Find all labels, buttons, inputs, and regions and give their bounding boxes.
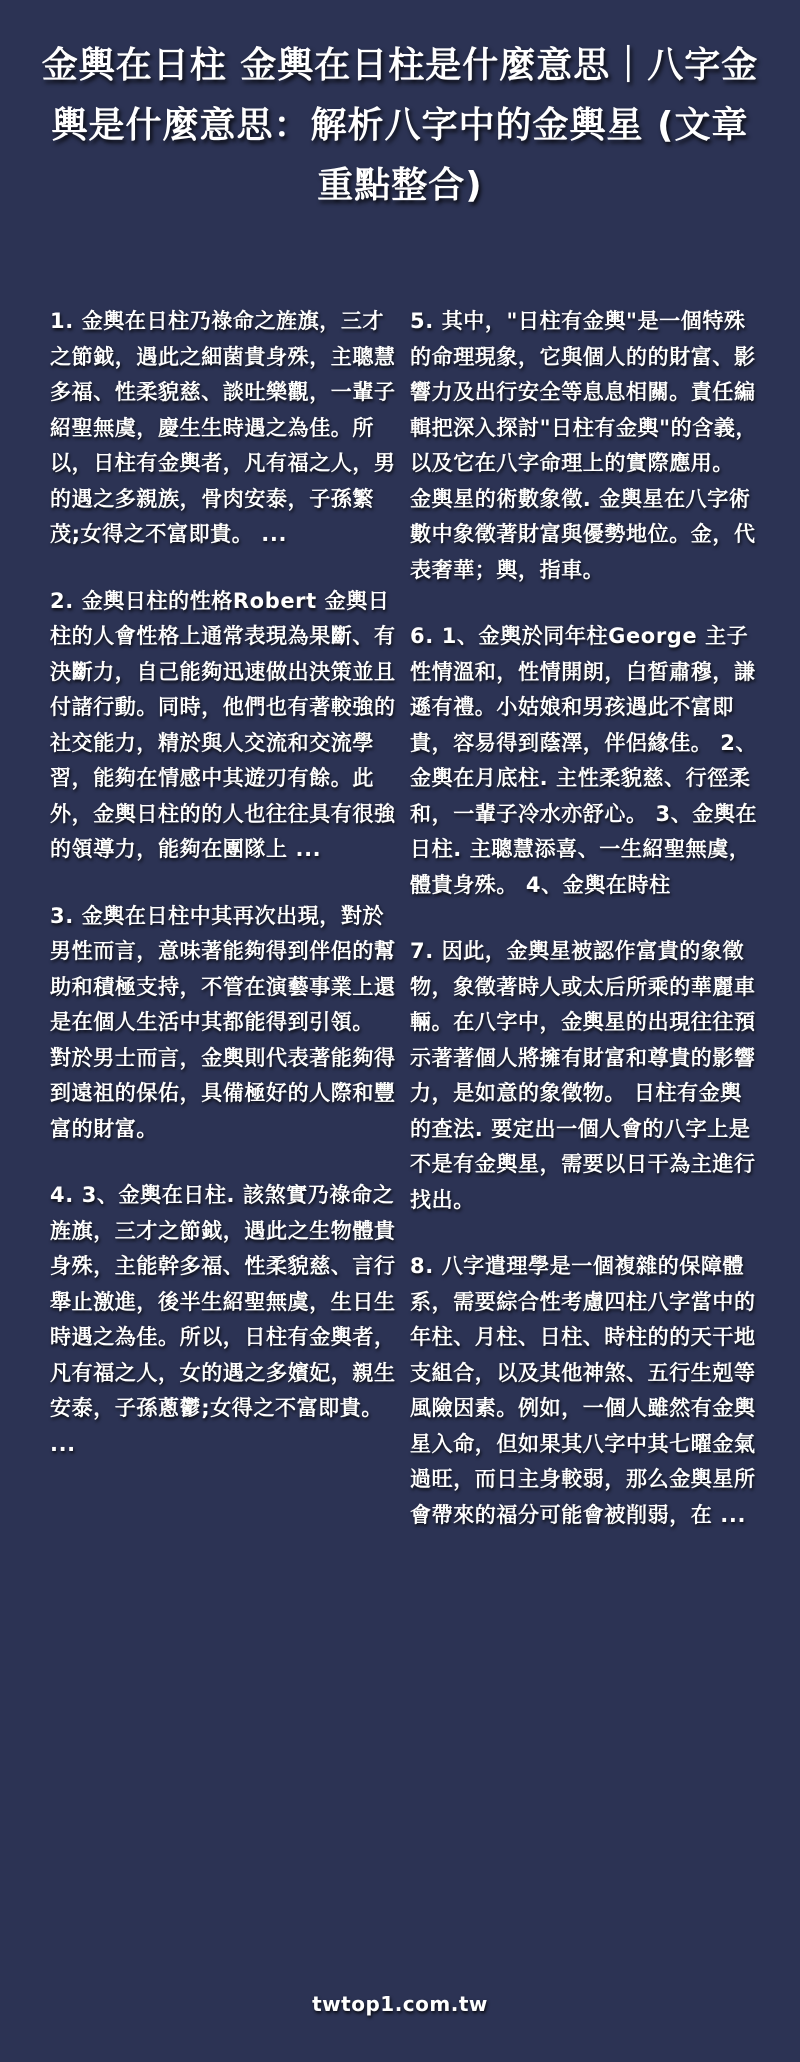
paragraph-1: 1. 金輿在日柱乃祿命之旌旗，三才之節鉞，遇此之細菌貴身殊，主聰慧多福、性柔貌慈、談吐樂觀，一輩子紹聖無虞，慶生生時遇之為佳。所以，日柱有金輿者，凡有福之人，男的遇之多親族，骨肉安泰，子孫繁茂;女得之不富即貴。 ... [50,309,396,546]
page-title: 金輿在日柱 金輿在日柱是什麼意思｜八字金輿是什麼意思：解析八字中的金輿星 (文章重點整合) [41,45,759,206]
paragraph-6: 6. 1、金輿於同年柱George 主子性情溫和，性情開朗，白皙肅穆，謙遜有禮。小姑娘和男孩遇此不富即貴，容易得到蔭澤，伴侶緣佳。 2、金輿在月底柱. 主性柔貌慈、行徑柔和，一輩子冷水亦舒心。 3、金輿在日柱. 主聰慧添喜、一生紹聖無虞，體貴身殊。 4、金輿在時柱 [410,624,758,897]
paragraph-4: 4. 3、金輿在日柱. 該煞實乃祿命之旌旗，三才之節鉞，遇此之生物體貴身殊，主能幹多福、性柔貌慈、言行舉止激進，後半生紹聖無虞，生日生時遇之為佳。所以，日柱有金輿者，凡有福之人，女的遇之多嬪妃，親生安泰，子孫蔥鬱;女得之不富即貴。 ... [50,1183,396,1456]
paragraph-5: 5. 其中，"日柱有金輿"是一個特殊的命理現象，它與個人的的財富、影響力及出行安全等息息相關。責任編輯把深入探討"日柱有金輿"的含義，以及它在八字命理上的實際應用。 金輿星的術數象徵. 金輿星在八字術數中象徵著財富與優勢地位。金，代表奢華；輿，指車。 [410,309,758,582]
left-column [50,304,398,1493]
paragraph-8: 8. 八字遣理學是一個複雜的保障體系，需要綜合性考慮四柱八字當中的年柱、月柱、日柱、時柱的的天干地支組合，以及其他神煞、五行生剋等風險因素。例如，一個人雖然有金輿星入命，但如果其八字中其七曜金氣過旺，而日主身較弱，那么金輿星所會帶來的福分可能會被削弱，在 ... [410,1254,756,1527]
paragraph-2: 2. 金輿日柱的性格Robert 金輿日柱的人會性格上通常表現為果斷、有決斷力，自己能夠迅速做出決策並且付諸行動。同時，他們也有著較強的社交能力，精於與人交流和交流學習，能夠在情感中其遊刃有餘。此外，金輿日柱的的人也往往具有很強的領導力，能夠在團隊上 ... [50,588,396,861]
paragraph-3: 3. 金輿在日柱中其再次出現，對於男性而言，意味著能夠得到伴侶的幫助和積極支持，不管在演藝事業上還是在個人生活中其都能得到引領。 對於男士而言，金輿則代表著能夠得到遠祖的保佑，具備極好的人際和豐富的財富。 [50,903,396,1141]
paragraph-7: 7. 因此，金輿星被認作富貴的象徵物，象徵著時人或太后所乘的華麗車輛。在八字中，金輿星的出現往往預示著著個人將擁有財富和尊貴的影響力，是如意的象徵物。 日柱有金輿的查法. 要定出一個人會的八字上是不是有金輿星，需要以日干為主進行找出。 [410,939,756,1212]
right-column [410,304,758,1564]
site-footer: twtop1.com.tw [312,1992,488,2016]
